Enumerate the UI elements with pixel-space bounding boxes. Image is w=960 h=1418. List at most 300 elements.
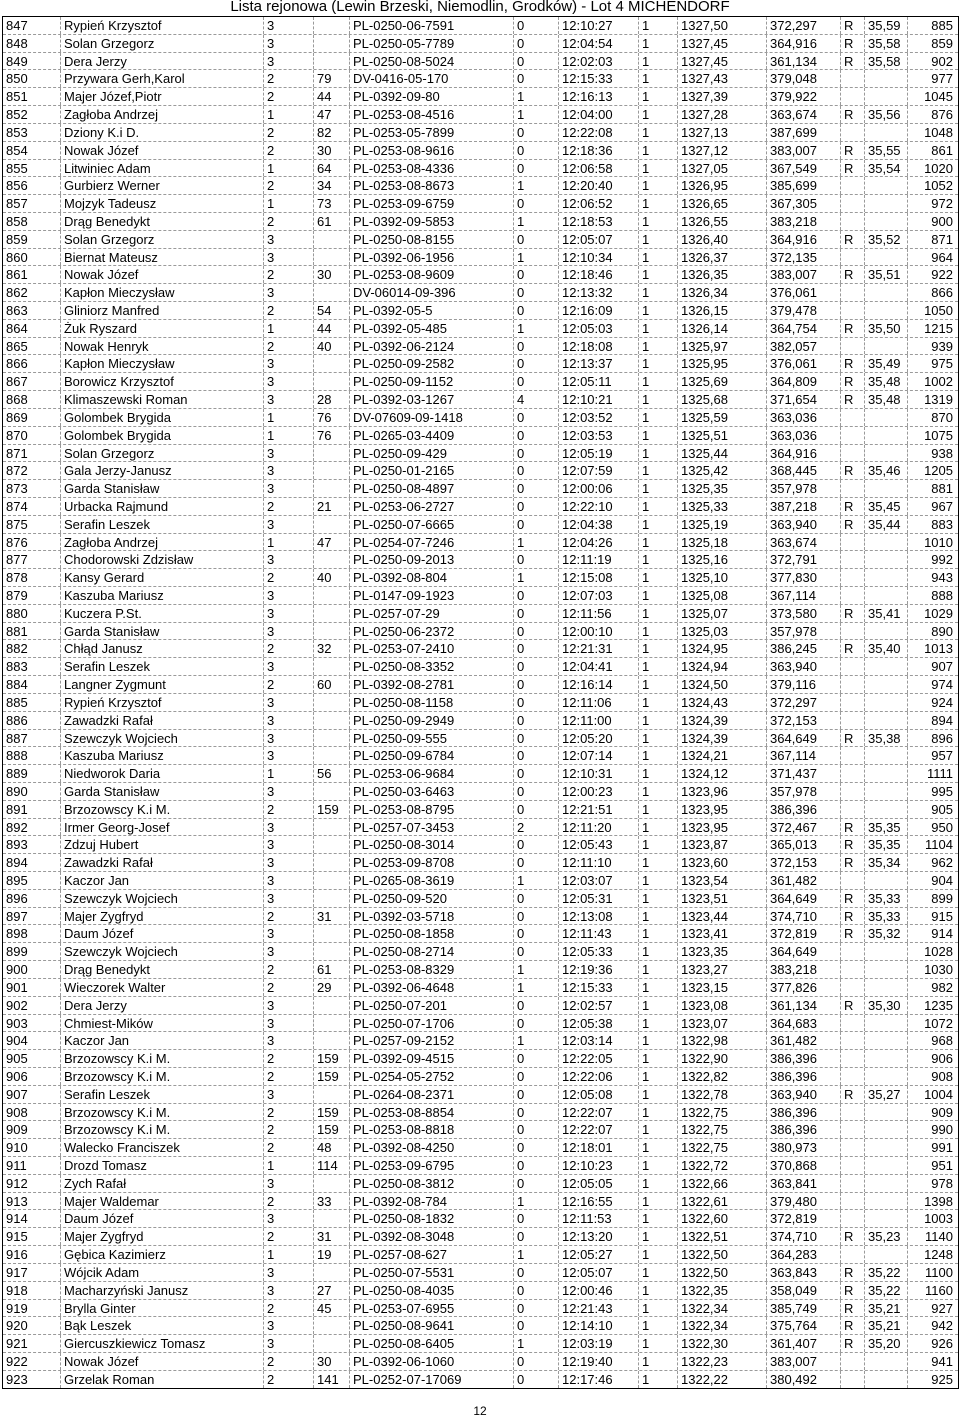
cell-points: 1140 bbox=[925, 1229, 953, 1245]
cell-ring-number: PL-0257-08-627 bbox=[350, 1246, 514, 1263]
cell-coefficient: 35,22 bbox=[865, 1264, 908, 1281]
table-row bbox=[3, 249, 958, 267]
cell-club bbox=[314, 516, 350, 533]
cell-coefficient: 35,48 bbox=[865, 391, 908, 408]
cell-position: 889 bbox=[3, 765, 61, 782]
cell-points: 1398 bbox=[924, 1193, 953, 1209]
cell-speed: 1322,51 bbox=[678, 1228, 767, 1245]
cell-ring-number: PL-0253-08-8673 bbox=[350, 177, 514, 194]
cell-distance: 361,134 bbox=[767, 997, 841, 1014]
cell-speed: 1327,43 bbox=[678, 70, 767, 87]
cell-distance: 364,283 bbox=[767, 1246, 841, 1263]
cell-section: 3 bbox=[264, 1335, 314, 1352]
table-row bbox=[3, 1210, 958, 1228]
cell-fancier-name: Zawadzki Rafał bbox=[61, 854, 264, 871]
cell-distance: 375,764 bbox=[767, 1317, 841, 1334]
cell-section: 3 bbox=[264, 516, 314, 533]
cell-flag: R bbox=[841, 854, 865, 871]
cell-fancier-name: Serafin Leszek bbox=[61, 658, 264, 675]
cell-ring-number: PL-0253-09-6759 bbox=[350, 195, 514, 212]
cell-points: 876 bbox=[931, 107, 953, 123]
cell-points: 1075 bbox=[924, 427, 953, 443]
cell-speed: 1324,95 bbox=[678, 640, 767, 657]
cell-count: 1 bbox=[639, 106, 678, 123]
cell-speed: 1325,19 bbox=[678, 516, 767, 533]
cell-fancier-name: Kansy Gerard bbox=[61, 569, 264, 586]
cell-arrival-time: 12:11:56 bbox=[559, 605, 639, 622]
cell-position: 902 bbox=[3, 997, 61, 1014]
cell-fancier-name: Litwiniec Adam bbox=[61, 160, 264, 177]
cell-extra: 0 bbox=[514, 836, 559, 853]
cell-position: 878 bbox=[3, 569, 61, 586]
cell-points: 995 bbox=[931, 783, 953, 799]
cell-fancier-name: Majer Józef,Piotr bbox=[61, 88, 264, 105]
cell-speed: 1322,82 bbox=[678, 1068, 767, 1085]
cell-points: 1104 bbox=[925, 837, 953, 853]
cell-points: 1235 bbox=[924, 997, 953, 1013]
cell-count: 1 bbox=[639, 997, 678, 1014]
cell-ring-number: PL-0253-08-4336 bbox=[350, 160, 514, 177]
cell-ring-number: PL-0250-08-4035 bbox=[350, 1282, 514, 1299]
cell-coefficient: 35,59 bbox=[865, 17, 908, 34]
cell-points: 907 bbox=[931, 659, 953, 675]
cell-section: 3 bbox=[264, 587, 314, 604]
cell-count: 1 bbox=[639, 391, 678, 408]
cell-arrival-time: 12:07:03 bbox=[559, 587, 639, 604]
cell-section: 2 bbox=[264, 1139, 314, 1156]
cell-points: 915 bbox=[931, 908, 953, 924]
cell-section: 2 bbox=[264, 1353, 314, 1370]
cell-flag: R bbox=[841, 1317, 865, 1334]
cell-points: 888 bbox=[931, 588, 953, 603]
cell-points: 951 bbox=[931, 1158, 953, 1173]
table-row bbox=[3, 1282, 958, 1300]
cell-distance: 363,940 bbox=[767, 658, 841, 675]
cell-points: 1072 bbox=[924, 1015, 953, 1031]
cell-fancier-name: Rypień Krzysztof bbox=[61, 17, 264, 34]
cell-extra: 0 bbox=[514, 516, 559, 533]
cell-club bbox=[314, 783, 350, 800]
cell-fancier-name: Serafin Leszek bbox=[61, 1086, 264, 1103]
cell-extra: 0 bbox=[514, 623, 559, 640]
cell-extra: 0 bbox=[514, 1317, 559, 1334]
cell-club bbox=[314, 872, 350, 889]
cell-ring-number: PL-0392-03-1267 bbox=[350, 391, 514, 408]
cell-points: 1100 bbox=[925, 1264, 953, 1280]
cell-ring-number: PL-0250-07-201 bbox=[350, 997, 514, 1014]
cell-fancier-name: Kaczor Jan bbox=[61, 872, 264, 889]
cell-points: 1215 bbox=[924, 320, 953, 336]
cell-arrival-time: 12:13:08 bbox=[559, 908, 639, 925]
cell-count: 1 bbox=[639, 1371, 678, 1388]
cell-distance: 387,218 bbox=[767, 498, 841, 515]
cell-ring-number: PL-0250-08-3812 bbox=[350, 1175, 514, 1192]
cell-count: 1 bbox=[639, 1300, 678, 1317]
cell-section: 1 bbox=[264, 409, 314, 426]
cell-arrival-time: 12:03:07 bbox=[559, 872, 639, 889]
cell-flag bbox=[841, 1371, 865, 1388]
cell-speed: 1323,27 bbox=[678, 961, 767, 978]
cell-arrival-time: 12:04:54 bbox=[559, 35, 639, 52]
cell-flag bbox=[841, 1175, 865, 1192]
cell-flag bbox=[841, 284, 865, 301]
cell-points: 909 bbox=[931, 1104, 953, 1120]
cell-position: 862 bbox=[3, 284, 61, 301]
cell-arrival-time: 12:13:20 bbox=[559, 1228, 639, 1245]
cell-section: 3 bbox=[264, 1015, 314, 1032]
cell-points: 964 bbox=[931, 249, 953, 265]
cell-speed: 1325,59 bbox=[678, 409, 767, 426]
cell-count: 1 bbox=[639, 587, 678, 604]
cell-extra: 0 bbox=[514, 676, 559, 693]
cell-fancier-name: Majer Zygfryd bbox=[61, 1228, 264, 1245]
cell-points: 972 bbox=[931, 196, 953, 212]
cell-points: 1029 bbox=[924, 605, 953, 621]
cell-count: 1 bbox=[639, 569, 678, 586]
cell-coefficient bbox=[865, 712, 908, 729]
cell-speed: 1322,78 bbox=[678, 1086, 767, 1103]
cell-speed: 1323,44 bbox=[678, 908, 767, 925]
cell-ring-number: PL-0253-07-6955 bbox=[350, 1300, 514, 1317]
cell-fancier-name: Dera Jerzy bbox=[61, 997, 264, 1014]
cell-points: 927 bbox=[931, 1300, 953, 1316]
cell-club: 73 bbox=[314, 195, 350, 212]
cell-flag: R bbox=[841, 1264, 865, 1281]
cell-club bbox=[314, 35, 350, 52]
cell-coefficient bbox=[865, 534, 908, 551]
cell-ring-number: PL-0250-01-2165 bbox=[350, 462, 514, 479]
cell-position: 854 bbox=[3, 142, 61, 159]
cell-fancier-name: Żuk Ryszard bbox=[61, 320, 264, 337]
cell-flag: R bbox=[841, 106, 865, 123]
cell-arrival-time: 12:15:33 bbox=[559, 979, 639, 996]
cell-arrival-time: 12:10:23 bbox=[559, 1157, 639, 1174]
cell-points: 941 bbox=[931, 1353, 953, 1369]
cell-club: 79 bbox=[314, 70, 350, 87]
cell-flag bbox=[841, 1050, 865, 1067]
cell-ring-number: PL-0392-06-1060 bbox=[350, 1353, 514, 1370]
cell-distance: 385,749 bbox=[767, 1300, 841, 1317]
cell-position: 857 bbox=[3, 195, 61, 212]
cell-section: 2 bbox=[264, 177, 314, 194]
cell-extra: 1 bbox=[514, 1246, 559, 1263]
cell-section: 2 bbox=[264, 1371, 314, 1388]
cell-count: 1 bbox=[639, 747, 678, 764]
cell-arrival-time: 12:05:31 bbox=[559, 890, 639, 907]
cell-points: 938 bbox=[931, 445, 953, 461]
cell-section: 2 bbox=[264, 88, 314, 105]
cell-position: 896 bbox=[3, 890, 61, 907]
cell-coefficient bbox=[865, 1121, 908, 1138]
cell-distance: 385,699 bbox=[767, 177, 841, 194]
cell-arrival-time: 12:03:52 bbox=[559, 409, 639, 426]
cell-count: 1 bbox=[639, 142, 678, 159]
cell-section: 3 bbox=[264, 730, 314, 747]
cell-arrival-time: 12:11:06 bbox=[559, 694, 639, 711]
cell-club bbox=[314, 712, 350, 729]
cell-count: 1 bbox=[639, 1264, 678, 1281]
cell-position: 863 bbox=[3, 302, 61, 319]
cell-arrival-time: 12:03:14 bbox=[559, 1032, 639, 1049]
cell-club bbox=[314, 462, 350, 479]
cell-extra: 0 bbox=[514, 1353, 559, 1370]
cell-club: 60 bbox=[314, 676, 350, 693]
table-row bbox=[3, 534, 958, 552]
cell-points: 967 bbox=[931, 498, 953, 514]
cell-ring-number: PL-0392-09-80 bbox=[350, 88, 514, 105]
cell-extra: 1 bbox=[514, 979, 559, 996]
cell-speed: 1327,45 bbox=[678, 35, 767, 52]
cell-club bbox=[314, 747, 350, 764]
cell-fancier-name: Golombek Brygida bbox=[61, 427, 264, 444]
cell-count: 1 bbox=[639, 819, 678, 836]
cell-arrival-time: 12:11:00 bbox=[559, 712, 639, 729]
cell-speed: 1323,41 bbox=[678, 925, 767, 942]
cell-section: 2 bbox=[264, 1228, 314, 1245]
cell-points: 890 bbox=[931, 623, 953, 639]
cell-ring-number: PL-0250-03-6463 bbox=[350, 783, 514, 800]
cell-ring-number: PL-0250-07-5531 bbox=[350, 1264, 514, 1281]
cell-ring-number: PL-0392-08-784 bbox=[350, 1193, 514, 1210]
cell-speed: 1326,37 bbox=[678, 249, 767, 266]
cell-points: 926 bbox=[931, 1336, 953, 1352]
cell-section: 2 bbox=[264, 569, 314, 586]
cell-coefficient bbox=[865, 765, 908, 782]
cell-count: 1 bbox=[639, 1353, 678, 1370]
cell-speed: 1325,03 bbox=[678, 623, 767, 640]
cell-arrival-time: 12:05:43 bbox=[559, 836, 639, 853]
cell-extra: 0 bbox=[514, 302, 559, 319]
cell-club bbox=[314, 1086, 350, 1103]
cell-distance: 361,407 bbox=[767, 1335, 841, 1352]
cell-extra: 1 bbox=[514, 177, 559, 194]
cell-club: 44 bbox=[314, 88, 350, 105]
cell-club: 56 bbox=[314, 765, 350, 782]
cell-section: 1 bbox=[264, 195, 314, 212]
cell-coefficient bbox=[865, 480, 908, 497]
cell-ring-number: PL-0253-06-9684 bbox=[350, 765, 514, 782]
cell-fancier-name: Drozd Tomasz bbox=[61, 1157, 264, 1174]
table-row bbox=[3, 213, 958, 231]
cell-ring-number: PL-0250-08-1858 bbox=[350, 925, 514, 942]
table-row bbox=[3, 872, 958, 890]
cell-arrival-time: 12:16:14 bbox=[559, 676, 639, 693]
cell-flag: R bbox=[841, 160, 865, 177]
cell-distance: 364,754 bbox=[767, 320, 841, 337]
cell-count: 1 bbox=[639, 730, 678, 747]
cell-points: 990 bbox=[931, 1122, 953, 1138]
cell-extra: 1 bbox=[514, 961, 559, 978]
cell-distance: 364,683 bbox=[767, 1015, 841, 1032]
cell-count: 1 bbox=[639, 355, 678, 372]
cell-count: 1 bbox=[639, 249, 678, 266]
cell-position: 858 bbox=[3, 213, 61, 230]
cell-coefficient: 35,27 bbox=[865, 1086, 908, 1103]
cell-fancier-name: Dera Jerzy bbox=[61, 53, 264, 70]
cell-count: 1 bbox=[639, 765, 678, 782]
cell-extra: 0 bbox=[514, 1300, 559, 1317]
cell-distance: 363,674 bbox=[767, 534, 841, 551]
cell-fancier-name: Dziony K.i D. bbox=[61, 124, 264, 141]
cell-count: 1 bbox=[639, 1050, 678, 1067]
cell-position: 864 bbox=[3, 320, 61, 337]
cell-extra: 0 bbox=[514, 997, 559, 1014]
cell-club: 34 bbox=[314, 177, 350, 194]
cell-ring-number: PL-0265-03-4409 bbox=[350, 427, 514, 444]
cell-arrival-time: 12:05:38 bbox=[559, 1015, 639, 1032]
cell-section: 2 bbox=[264, 1104, 314, 1121]
cell-position: 901 bbox=[3, 979, 61, 996]
cell-fancier-name: Solan Grzegorz bbox=[61, 231, 264, 248]
cell-coefficient bbox=[865, 1050, 908, 1067]
cell-position: 865 bbox=[3, 338, 61, 355]
cell-points: 1048 bbox=[924, 124, 953, 140]
cell-coefficient: 35,33 bbox=[865, 908, 908, 925]
cell-ring-number: PL-0250-08-6405 bbox=[350, 1335, 514, 1352]
cell-ring-number: PL-0392-06-2124 bbox=[350, 338, 514, 355]
cell-flag bbox=[841, 694, 865, 711]
cell-flag: R bbox=[841, 1282, 865, 1299]
cell-extra: 0 bbox=[514, 480, 559, 497]
cell-points: 974 bbox=[931, 677, 953, 693]
table-row bbox=[3, 623, 958, 641]
cell-position: 855 bbox=[3, 160, 61, 177]
cell-fancier-name: Zdzuj Hubert bbox=[61, 836, 264, 853]
cell-extra: 1 bbox=[514, 106, 559, 123]
cell-section: 1 bbox=[264, 1157, 314, 1174]
cell-speed: 1325,69 bbox=[678, 373, 767, 390]
table-row bbox=[3, 676, 958, 694]
cell-section: 3 bbox=[264, 658, 314, 675]
cell-extra: 0 bbox=[514, 908, 559, 925]
cell-club bbox=[314, 605, 350, 622]
cell-coefficient bbox=[865, 338, 908, 355]
cell-flag: R bbox=[841, 890, 865, 907]
cell-ring-number: PL-0250-08-3352 bbox=[350, 658, 514, 675]
cell-fancier-name: Solan Grzegorz bbox=[61, 35, 264, 52]
cell-count: 1 bbox=[639, 124, 678, 141]
cell-club: 47 bbox=[314, 534, 350, 551]
cell-ring-number: PL-0392-08-804 bbox=[350, 569, 514, 586]
cell-distance: 386,396 bbox=[767, 1121, 841, 1138]
table-row bbox=[3, 516, 958, 534]
cell-fancier-name: Majer Zygfryd bbox=[61, 908, 264, 925]
cell-extra: 1 bbox=[514, 1032, 559, 1049]
cell-points: 900 bbox=[931, 213, 953, 229]
cell-count: 1 bbox=[639, 908, 678, 925]
cell-points: 975 bbox=[931, 356, 953, 372]
cell-extra: 0 bbox=[514, 551, 559, 568]
cell-ring-number: PL-0250-09-6784 bbox=[350, 747, 514, 764]
cell-fancier-name: Brzozowscy K.i M. bbox=[61, 1050, 264, 1067]
cell-arrival-time: 12:18:36 bbox=[559, 142, 639, 159]
cell-points: 978 bbox=[931, 1175, 953, 1191]
cell-speed: 1323,54 bbox=[678, 872, 767, 889]
cell-fancier-name: Gliniorz Manfred bbox=[61, 302, 264, 319]
cell-arrival-time: 12:10:27 bbox=[559, 17, 639, 34]
cell-club bbox=[314, 925, 350, 942]
cell-extra: 0 bbox=[514, 427, 559, 444]
cell-ring-number: PL-0392-06-4648 bbox=[350, 979, 514, 996]
cell-arrival-time: 12:00:06 bbox=[559, 480, 639, 497]
cell-flag: R bbox=[841, 1335, 865, 1352]
cell-flag bbox=[841, 1068, 865, 1085]
cell-coefficient: 35,20 bbox=[865, 1335, 908, 1352]
cell-section: 3 bbox=[264, 623, 314, 640]
cell-count: 1 bbox=[639, 1086, 678, 1103]
cell-extra: 0 bbox=[514, 35, 559, 52]
cell-coefficient: 35,58 bbox=[865, 53, 908, 70]
table-row bbox=[3, 551, 958, 569]
cell-section: 3 bbox=[264, 1210, 314, 1227]
cell-section: 3 bbox=[264, 836, 314, 853]
cell-arrival-time: 12:11:10 bbox=[559, 854, 639, 871]
cell-section: 3 bbox=[264, 35, 314, 52]
cell-count: 1 bbox=[639, 53, 678, 70]
cell-points: 968 bbox=[931, 1033, 953, 1049]
cell-fancier-name: Gębica Kazimierz bbox=[61, 1246, 264, 1263]
table-row bbox=[3, 694, 958, 712]
cell-coefficient bbox=[865, 961, 908, 978]
cell-section: 3 bbox=[264, 445, 314, 462]
cell-extra: 0 bbox=[514, 890, 559, 907]
cell-coefficient bbox=[865, 658, 908, 675]
cell-section: 3 bbox=[264, 925, 314, 942]
cell-points: 939 bbox=[931, 338, 953, 354]
cell-fancier-name: Szewczyk Wojciech bbox=[61, 890, 264, 907]
cell-section: 1 bbox=[264, 320, 314, 337]
cell-points: 905 bbox=[931, 801, 953, 817]
cell-points: 883 bbox=[931, 516, 953, 532]
cell-club: 27 bbox=[314, 1282, 350, 1299]
cell-position: 849 bbox=[3, 53, 61, 70]
cell-fancier-name: Brzozowscy K.i M. bbox=[61, 1121, 264, 1138]
cell-coefficient bbox=[865, 1246, 908, 1263]
table-row bbox=[3, 320, 958, 338]
cell-speed: 1327,50 bbox=[678, 17, 767, 34]
cell-ring-number: PL-0250-08-4897 bbox=[350, 480, 514, 497]
cell-section: 2 bbox=[264, 266, 314, 283]
cell-speed: 1325,16 bbox=[678, 551, 767, 568]
cell-arrival-time: 12:17:46 bbox=[559, 1371, 639, 1388]
cell-points: 992 bbox=[931, 552, 953, 568]
cell-ring-number: PL-0250-05-7789 bbox=[350, 35, 514, 52]
cell-extra: 0 bbox=[514, 605, 559, 622]
cell-arrival-time: 12:21:43 bbox=[559, 1300, 639, 1317]
cell-section: 2 bbox=[264, 1300, 314, 1317]
cell-count: 1 bbox=[639, 534, 678, 551]
cell-position: 877 bbox=[3, 551, 61, 568]
table-row bbox=[3, 106, 958, 124]
cell-flag bbox=[841, 70, 865, 87]
cell-position: 919 bbox=[3, 1300, 61, 1317]
cell-count: 1 bbox=[639, 1104, 678, 1121]
cell-count: 1 bbox=[639, 462, 678, 479]
cell-arrival-time: 12:22:06 bbox=[559, 1068, 639, 1085]
cell-arrival-time: 12:05:33 bbox=[559, 943, 639, 960]
table-row bbox=[3, 124, 958, 142]
cell-coefficient bbox=[865, 801, 908, 818]
cell-position: 879 bbox=[3, 587, 61, 604]
table-row bbox=[3, 462, 958, 480]
cell-arrival-time: 12:22:07 bbox=[559, 1121, 639, 1138]
cell-extra: 0 bbox=[514, 765, 559, 782]
cell-speed: 1327,12 bbox=[678, 142, 767, 159]
cell-fancier-name: Rypień Krzysztof bbox=[61, 694, 264, 711]
cell-speed: 1322,75 bbox=[678, 1104, 767, 1121]
cell-extra: 0 bbox=[514, 1015, 559, 1032]
cell-position: 892 bbox=[3, 819, 61, 836]
